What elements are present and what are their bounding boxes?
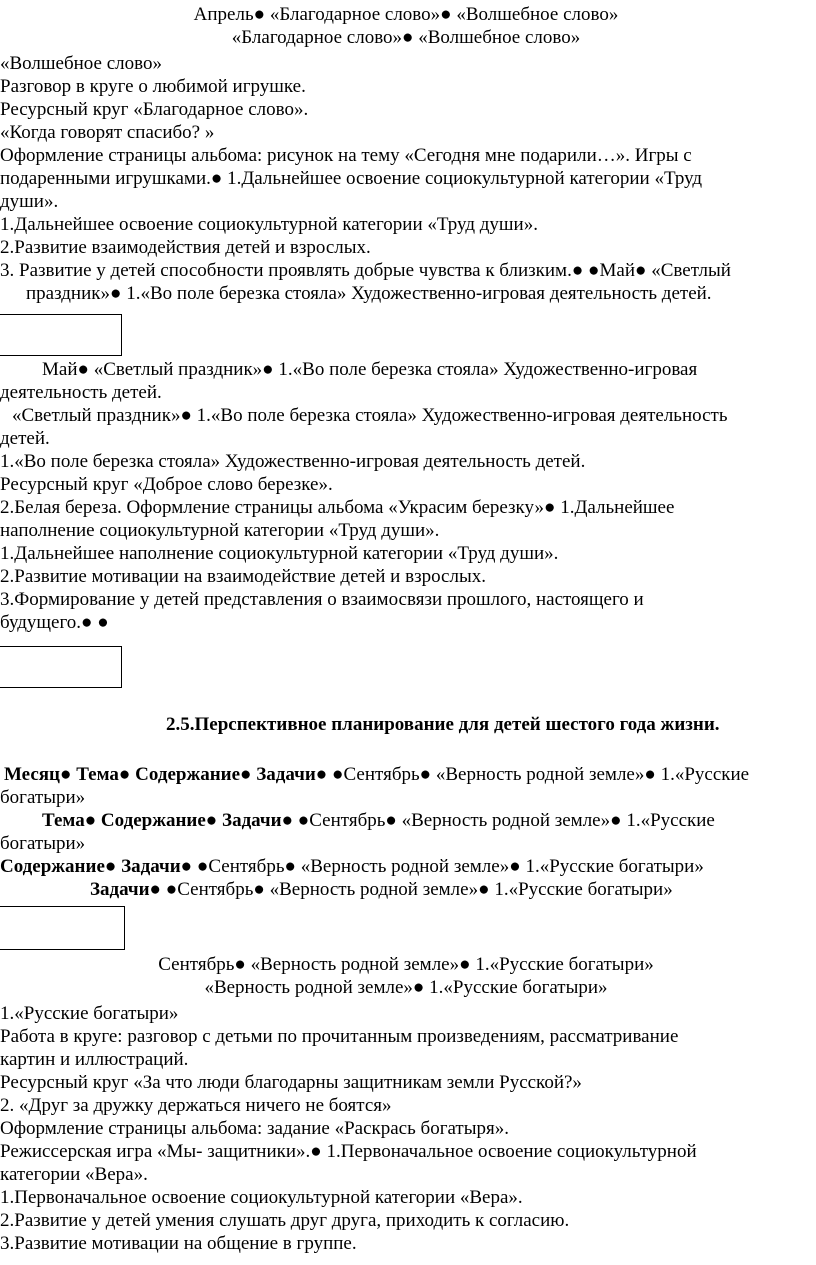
text-line: Ресурсный круг «Благодарное слово».: [0, 99, 309, 120]
september-header-line: «Верность родной земле»● 1.«Русские богатыри»: [204, 977, 608, 998]
section-heading-text: 2.5.Перспективное планирование для детей шестого года жизни.: [166, 714, 720, 735]
empty-table-cell: [0, 314, 122, 356]
text-line: Сентябрь● «Верность родной земле»● 1.«Русские: [309, 810, 715, 831]
text-line: Режиссерская игра «Мы- защитники».● 1.Первоначальное освоение социокультурной: [0, 1141, 697, 1162]
text-line: праздник»● 1.«Во поле березка стояла» Художественно-игровая деятельность детей.: [26, 283, 712, 304]
text-line: богатыри»: [0, 833, 86, 854]
text-line: Разговор в круге о любимой игрушке.: [0, 76, 306, 97]
text-line: Работа в круге: разговор с детьми по прочитанным произведениям, рассматривание: [0, 1026, 679, 1047]
text-line: наполнение социокультурной категории «Труд души».: [0, 520, 440, 541]
text-line: 1.«Русские богатыри»: [0, 1003, 179, 1024]
text-line: 2.Развитие взаимодействия детей и взрослых.: [0, 237, 371, 258]
text-line: будущего.● ●: [0, 612, 109, 633]
column-headers: Задачи● ●: [90, 879, 178, 900]
empty-table-cell: [0, 646, 122, 688]
text-line: богатыри»: [0, 787, 86, 808]
text-line: Ресурсный круг «За что люди благодарны защитникам земли Русской?»: [0, 1072, 582, 1093]
plan-table-header: [0, 763, 812, 901]
text-line: Май● «Светлый праздник»● 1.«Во поле березка стояла» Художественно-игровая: [42, 359, 698, 380]
text-line: 3.Развитие мотивации на общение в группе.: [0, 1233, 357, 1254]
text-line: Сентябрь● «Верность родной земле»● 1.«Русские богатыри»: [177, 879, 673, 900]
column-headers: Тема● Содержание● Задачи● ●: [42, 810, 310, 831]
text-line: 2.Белая береза. Оформление страницы альбома «Украсим березку»● 1.Дальнейшее: [0, 497, 675, 518]
text-line: подаренными игрушками.● 1.Дальнейшее освоение социокультурной категории «Труд: [0, 168, 703, 189]
text-line: «Когда говорят спасибо? »: [0, 122, 215, 143]
text-line: детей.: [0, 428, 50, 449]
text-line: деятельность детей.: [0, 382, 162, 403]
text-line: «Светлый праздник»● 1.«Во поле березка стояла» Художественно-игровая деятельность: [12, 405, 728, 426]
text-line: Оформление страницы альбома: рисунок на тему «Сегодня мне подарили…». Игры с: [0, 145, 692, 166]
text-line: 1.Дальнейшее освоение социокультурной категории «Труд души».: [0, 214, 538, 235]
text-line: 2.Развитие у детей умения слушать друг друга, приходить к согласию.: [0, 1210, 570, 1231]
text-line: «Волшебное слово»: [0, 53, 162, 74]
september-section: [0, 953, 812, 1255]
april-section: [0, 3, 812, 305]
text-line: Оформление страницы альбома: задание «Раскрась богатыря».: [0, 1118, 509, 1139]
april-header-line: «Благодарное слово»● «Волшебное слово»: [231, 27, 581, 48]
text-line: Ресурсный круг «Доброе слово березке».: [0, 474, 333, 495]
column-headers: Содержание● Задачи● ●: [0, 856, 209, 877]
text-line: 1.Дальнейшее наполнение социокультурной категории «Труд души».: [0, 543, 559, 564]
empty-table-cell: [0, 906, 125, 950]
column-headers: Месяц● Тема● Содержание● Задачи● ●: [4, 764, 344, 785]
text-line: Сентябрь● «Верность родной земле»● 1.«Русские: [343, 764, 750, 785]
april-header-line: Апрель● «Благодарное слово»● «Волшебное слово»: [193, 4, 619, 25]
text-line: 1.«Во поле березка стояла» Художественно-игровая деятельность детей.: [0, 451, 586, 472]
text-line: 2.Развитие мотивации на взаимодействие детей и взрослых.: [0, 566, 486, 587]
section-heading: [166, 713, 806, 736]
text-line: души».: [0, 191, 59, 212]
text-line: 2. «Друг за дружку держаться ничего не боятся»: [0, 1095, 392, 1116]
text-line: картин и иллюстраций.: [0, 1049, 189, 1070]
september-header-line: Сентябрь● «Верность родной земле»● 1.«Русские богатыри»: [158, 954, 654, 975]
text-line: категории «Вера».: [0, 1164, 148, 1185]
may-section: [0, 358, 812, 634]
text-line: 3.Формирование у детей представления о взаимосвязи прошлого, настоящего и: [0, 589, 644, 610]
text-line: 3. Развитие у детей способности проявлять добрые чувства к близким.● ●Май● «Светлый: [0, 260, 731, 281]
text-line: Сентябрь● «Верность родной земле»● 1.«Русские богатыри»: [208, 856, 704, 877]
text-line: 1.Первоначальное освоение социокультурной категории «Вера».: [0, 1187, 523, 1208]
